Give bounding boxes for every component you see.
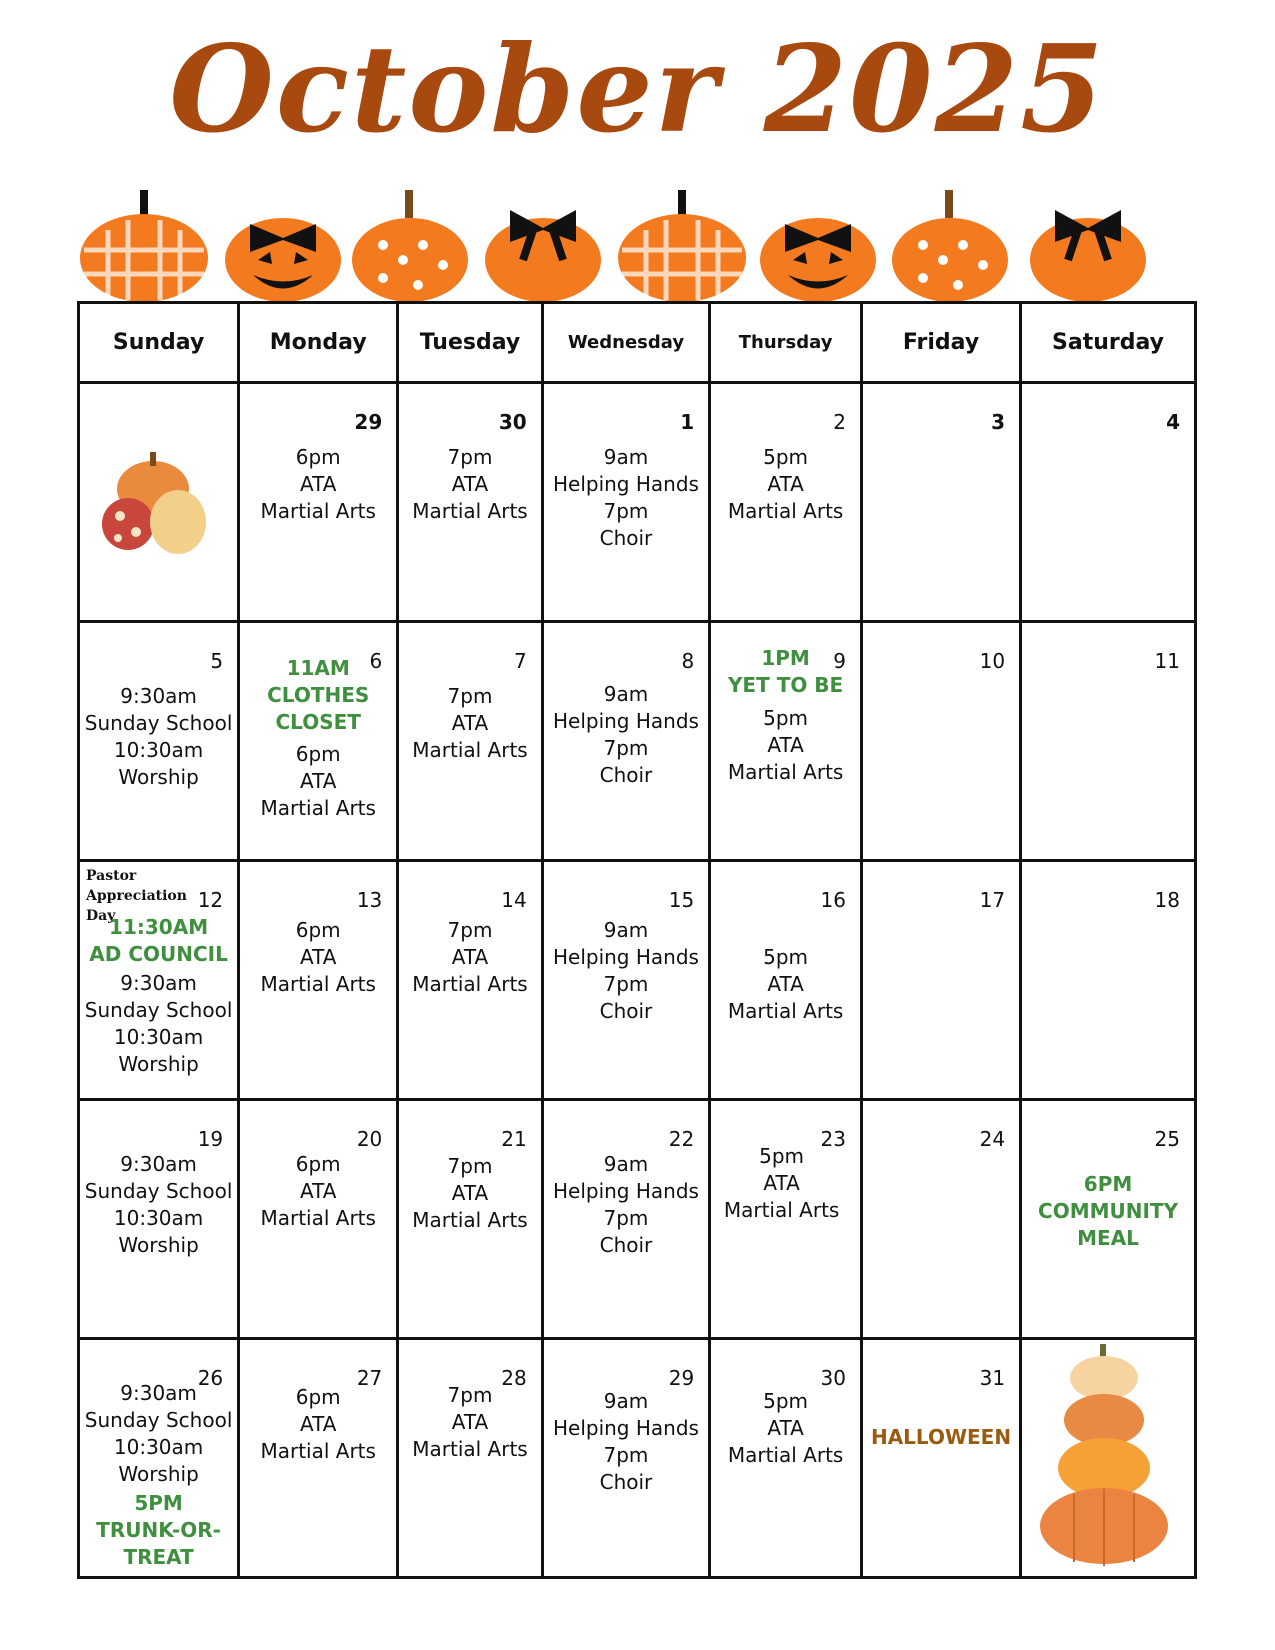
event-line: ATA — [299, 1179, 337, 1203]
calendar-title: October 2025 — [169, 19, 1106, 160]
day-cell — [710, 1339, 862, 1578]
day-number: 1 — [680, 410, 695, 434]
day-number: 24 — [979, 1127, 1006, 1151]
highlight-line: CLOTHES — [267, 683, 370, 707]
event-line: 6pm — [295, 1385, 341, 1409]
day-number: 28 — [501, 1366, 527, 1390]
event-line: 7pm — [603, 736, 649, 760]
day-number: 19 — [197, 1127, 224, 1151]
event-line: Martial Arts — [727, 499, 844, 523]
event-line: 5pm — [763, 445, 809, 469]
day-cell — [861, 861, 1020, 1100]
event-line: Worship — [118, 1462, 199, 1486]
event-line: Helping Hands — [552, 1179, 699, 1203]
day-cell-empty — [79, 383, 239, 622]
day-number: 23 — [820, 1127, 846, 1151]
event-line: 7pm — [603, 972, 649, 996]
event-line: 6pm — [295, 742, 341, 766]
pumpkin-row-graphic — [78, 190, 1198, 302]
highlight-line: 5PM — [134, 1491, 183, 1515]
event-line: 10:30am — [113, 738, 204, 762]
event-line: ATA — [451, 1181, 489, 1205]
pumpkin-3-icon — [352, 190, 468, 302]
event-line: Choir — [599, 526, 653, 550]
event-line: 5pm — [763, 1389, 809, 1413]
day-number: 12 — [197, 888, 224, 912]
stacked-pumpkins-icon — [1034, 1344, 1174, 1572]
weekday-monday: Monday — [239, 303, 398, 383]
event-line: Choir — [599, 999, 653, 1023]
day-cell — [79, 622, 239, 861]
weekday-wednesday: Wednesday — [542, 303, 709, 383]
week-row-4 — [79, 1100, 1196, 1339]
day-cell — [79, 1339, 239, 1578]
highlight-line: CLOSET — [275, 710, 361, 734]
day-number: 30 — [820, 1366, 846, 1390]
event-line: Martial Arts — [260, 972, 376, 996]
event-line: Helping Hands — [552, 1416, 699, 1440]
event-line: ATA — [299, 769, 337, 793]
day-number: 31 — [979, 1366, 1006, 1390]
day-cell — [542, 1339, 709, 1578]
event-line: 7pm — [603, 1206, 649, 1230]
highlight-line: TREAT — [123, 1545, 194, 1569]
pumpkin-8-icon — [1030, 210, 1146, 302]
event-line: 6pm — [295, 918, 341, 942]
event-line: Sunday School — [84, 998, 233, 1022]
day-number: 30 — [498, 410, 527, 434]
event-line: 9am — [603, 682, 649, 706]
event-line: ATA — [451, 1410, 489, 1434]
weekday-header-row — [79, 303, 1196, 383]
event-line: Martial Arts — [727, 999, 844, 1023]
event-line: ATA — [767, 972, 804, 996]
event-line: 9am — [603, 918, 649, 942]
event-line: 7pm — [447, 1154, 493, 1178]
halloween-label: HALLOWEEN — [870, 1425, 1012, 1449]
day-cell — [710, 383, 862, 622]
day-cell — [398, 622, 542, 861]
pumpkin-2-icon — [225, 218, 341, 302]
event-line: Martial Arts — [727, 1443, 844, 1467]
weekday-friday: Friday — [861, 303, 1020, 383]
day-number: 26 — [197, 1366, 224, 1390]
event-line: Martial Arts — [260, 1439, 376, 1463]
highlight-line: COMMUNITY — [1038, 1199, 1179, 1223]
day-number: 27 — [356, 1366, 383, 1390]
event-line: 9am — [603, 1152, 649, 1176]
day-cell — [79, 1100, 239, 1339]
pumpkin-4-icon — [485, 210, 601, 302]
event-line: ATA — [299, 1412, 337, 1436]
event-line: Sunday School — [84, 1408, 233, 1432]
note-line: Pastor Appreciation — [86, 868, 187, 904]
weekday-sunday: Sunday — [79, 303, 239, 383]
event-line: ATA — [767, 733, 804, 757]
highlight-line: 6PM — [1083, 1172, 1133, 1196]
week-row-2 — [79, 622, 1196, 861]
day-cell — [710, 1100, 862, 1339]
day-number: 22 — [668, 1127, 695, 1151]
day-number: 17 — [979, 888, 1006, 912]
pumpkin-6-icon — [760, 218, 876, 302]
event-line: 7pm — [603, 1443, 649, 1467]
day-cell — [1021, 1100, 1196, 1339]
event-line: Martial Arts — [412, 972, 528, 996]
event-line: 5pm — [759, 1144, 805, 1168]
event-line: Choir — [599, 763, 653, 787]
day-cell — [861, 383, 1020, 622]
day-number: 11 — [1154, 649, 1180, 673]
event-line: Helping Hands — [552, 945, 699, 969]
event-line: ATA — [299, 472, 337, 496]
highlight-line: YET TO BE — [727, 673, 844, 697]
event-line: 7pm — [603, 499, 649, 523]
event-line: 7pm — [447, 445, 493, 469]
day-number: 10 — [979, 649, 1006, 673]
calendar-grid — [77, 301, 1197, 1579]
day-cell — [542, 622, 709, 861]
day-cell — [1021, 861, 1196, 1100]
week-row-1 — [79, 383, 1196, 622]
day-cell — [79, 861, 239, 1100]
event-line: Worship — [118, 1052, 199, 1076]
event-line: 10:30am — [113, 1435, 204, 1459]
event-line: Martial Arts — [412, 738, 528, 762]
event-line: ATA — [299, 945, 337, 969]
event-line: 7pm — [447, 684, 493, 708]
day-number: 21 — [501, 1127, 527, 1151]
event-line: Worship — [118, 1233, 199, 1257]
highlight-line: 11:30AM — [109, 915, 209, 939]
event-line: ATA — [451, 472, 489, 496]
day-cell — [239, 861, 398, 1100]
day-cell — [861, 1339, 1020, 1578]
day-number: 13 — [356, 888, 383, 912]
day-cell — [710, 622, 862, 861]
event-line: 7pm — [447, 1383, 493, 1407]
pumpkin-5-icon — [618, 190, 746, 302]
day-number: 15 — [668, 888, 695, 912]
day-cell — [542, 1100, 709, 1339]
day-cell — [398, 1339, 542, 1578]
event-line: 9am — [603, 1389, 649, 1413]
event-line: Martial Arts — [260, 796, 376, 820]
event-line: 5pm — [763, 706, 809, 730]
event-line: 5pm — [763, 945, 809, 969]
day-number: 3 — [991, 410, 1006, 434]
day-cell — [239, 622, 398, 861]
event-line: Choir — [599, 1470, 653, 1494]
day-number: 2 — [833, 410, 846, 434]
event-line: 6pm — [295, 1152, 341, 1176]
day-cell — [239, 1339, 398, 1578]
event-line: Helping Hands — [552, 709, 699, 733]
weekday-saturday: Saturday — [1021, 303, 1196, 383]
day-number: 29 — [668, 1366, 695, 1390]
event-line: 9:30am — [120, 684, 197, 708]
day-cell — [1021, 622, 1196, 861]
event-line: Sunday School — [84, 1179, 233, 1203]
pumpkin-border — [78, 190, 1198, 302]
day-cell — [542, 383, 709, 622]
day-cell — [710, 861, 862, 1100]
event-line: Martial Arts — [727, 760, 844, 784]
day-cell — [1021, 383, 1196, 622]
day-cell — [398, 861, 542, 1100]
day-cell — [861, 622, 1020, 861]
week-row-5 — [79, 1339, 1196, 1578]
event-line: ATA — [451, 711, 489, 735]
highlight-line: AD COUNCIL — [89, 942, 228, 966]
event-line: 9am — [603, 445, 649, 469]
highlight-line: TRUNK-OR- — [96, 1518, 221, 1542]
event-line: 7pm — [447, 918, 493, 942]
day-number: 5 — [210, 649, 224, 673]
day-number: 7 — [513, 649, 527, 673]
day-cell — [542, 861, 709, 1100]
event-line: Martial Arts — [723, 1198, 840, 1222]
event-line: 10:30am — [113, 1206, 204, 1230]
day-number: 16 — [820, 888, 846, 912]
weekday-tuesday: Tuesday — [398, 303, 542, 383]
day-number: 20 — [356, 1127, 383, 1151]
event-line: Martial Arts — [260, 1206, 376, 1230]
day-number: 29 — [354, 410, 383, 434]
event-line: Martial Arts — [412, 499, 528, 523]
event-line: Martial Arts — [412, 1208, 528, 1232]
day-number: 8 — [681, 649, 695, 673]
day-number: 9 — [833, 649, 846, 673]
day-cell — [861, 1100, 1020, 1339]
pumpkin-1-icon — [80, 190, 208, 302]
day-cell — [239, 383, 398, 622]
day-number: 14 — [501, 888, 527, 912]
event-line: 9:30am — [120, 971, 197, 995]
pumpkin-7-icon — [892, 190, 1008, 302]
day-cell-empty — [1021, 1339, 1196, 1578]
event-line: 6pm — [295, 445, 341, 469]
event-line: 10:30am — [113, 1025, 204, 1049]
day-number: 4 — [1166, 410, 1180, 434]
event-line: ATA — [767, 472, 804, 496]
day-number: 25 — [1154, 1127, 1180, 1151]
event-line: ATA — [763, 1171, 800, 1195]
day-number: 18 — [1154, 888, 1180, 912]
event-line: 9:30am — [120, 1152, 197, 1176]
event-line: ATA — [451, 945, 489, 969]
event-line: Choir — [599, 1233, 653, 1257]
day-number: 6 — [369, 649, 383, 673]
weekday-thursday: Thursday — [710, 303, 862, 383]
week-row-3 — [79, 861, 1196, 1100]
pumpkin-trio-icon — [98, 444, 218, 564]
event-line: Helping Hands — [552, 472, 699, 496]
highlight-line: 1PM — [761, 646, 810, 670]
event-line: Martial Arts — [260, 499, 376, 523]
day-cell — [398, 383, 542, 622]
day-cell — [239, 1100, 398, 1339]
event-line: 9:30am — [120, 1381, 197, 1405]
event-line: Martial Arts — [412, 1437, 528, 1461]
highlight-line: 11AM — [286, 656, 350, 680]
event-line: ATA — [767, 1416, 804, 1440]
event-line: Worship — [118, 765, 199, 789]
highlight-line: MEAL — [1077, 1226, 1139, 1250]
event-line: Sunday School — [84, 711, 233, 735]
day-cell — [398, 1100, 542, 1339]
note-line: Day — [86, 908, 116, 924]
